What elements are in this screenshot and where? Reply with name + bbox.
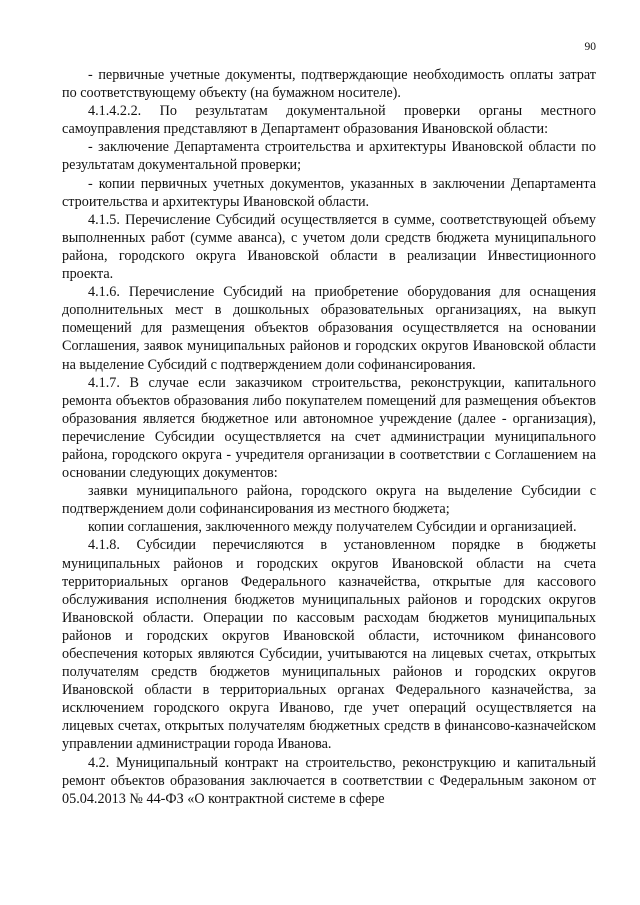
paragraph: 4.1.4.2.2. По результатам документальной проверки органы местного самоуправления представляют в Департамент образования Ивановской области: (62, 103, 596, 138)
paragraph: - заключение Департамента строительства и архитектуры Ивановской области по результатам документальной проверки; (62, 139, 596, 174)
page-number: 90 (584, 41, 596, 53)
paragraph: 4.1.8. Субсидии перечисляются в установленном порядке в бюджеты муниципальных районов и городских округов Ивановской области на счета территориальных органов Федерального казначейства, открытые для кассового обслуживания исполнения бюджетов муниципальных районов и городских округов Ивановской области. Операции по кассовым расходам бюджетов муниципальных районов и городских округов Ивановской области, источником финансового обеспечения которых являются Субсидии, учитываются на лицевых счетах, открытых получателям средств бюджетов муниципальных районов и городских округов Ивановской области в территориальных органах Федерального казначейства, за исключением городского округа Иваново, где учет операций осуществляется на лицевых счетах, открытых получателям бюджетных средств в финансово-казначейском управлении администрации города Иванова. (62, 537, 596, 753)
paragraph: 4.2. Муниципальный контракт на строительство, реконструкцию и капитальный ремонт объектов образования заключается в соответствии с Федеральным законом от 05.04.2013 № 44-ФЗ «О контрактной системе в сфере (62, 754, 596, 807)
paragraph: - первичные учетные документы, подтверждающие необходимость оплаты затрат по соответствующему объекту (на бумажном носителе). (62, 67, 596, 102)
paragraph: копии соглашения, заключенного между получателем Субсидии и организацией. (88, 519, 577, 536)
paragraph: 4.1.5. Перечисление Субсидий осуществляется в сумме, соответствующей объему выполненных работ (сумме аванса), с учетом доли средств бюджета муниципального района, городского округа Ивановской области в реализации Инвестиционного проекта. (62, 211, 596, 283)
paragraph: 4.1.6. Перечисление Субсидий на приобретение оборудования для оснащения дополнительных мест в дошкольных образовательных организациях, на выкуп помещений для размещения объектов образования осуществляется на основании Соглашения, заявок муниципальных районов и городских округов Ивановской области на выделение Субсидий с подтверждением доли софинансирования. (62, 284, 596, 373)
paragraph: 4.1.7. В случае если заказчиком строительства, реконструкции, капитального ремонта объектов образования либо покупателем помещений для размещения объектов образования является бюджетное или автономное учреждение (далее - организация), перечисление Субсидии осуществляется на счет администрации муниципального района, городского округа - учредителя организации в соответствии с Соглашением на основании следующих документов: (62, 374, 596, 482)
document-body (62, 66, 596, 808)
paragraph: - копии первичных учетных документов, указанных в заключении Департамента строительства и архитектуры Ивановской области. (62, 175, 596, 210)
paragraph: заявки муниципального района, городского округа на выделение Субсидии с подтверждением доли софинансирования из местного бюджета; (62, 483, 596, 518)
